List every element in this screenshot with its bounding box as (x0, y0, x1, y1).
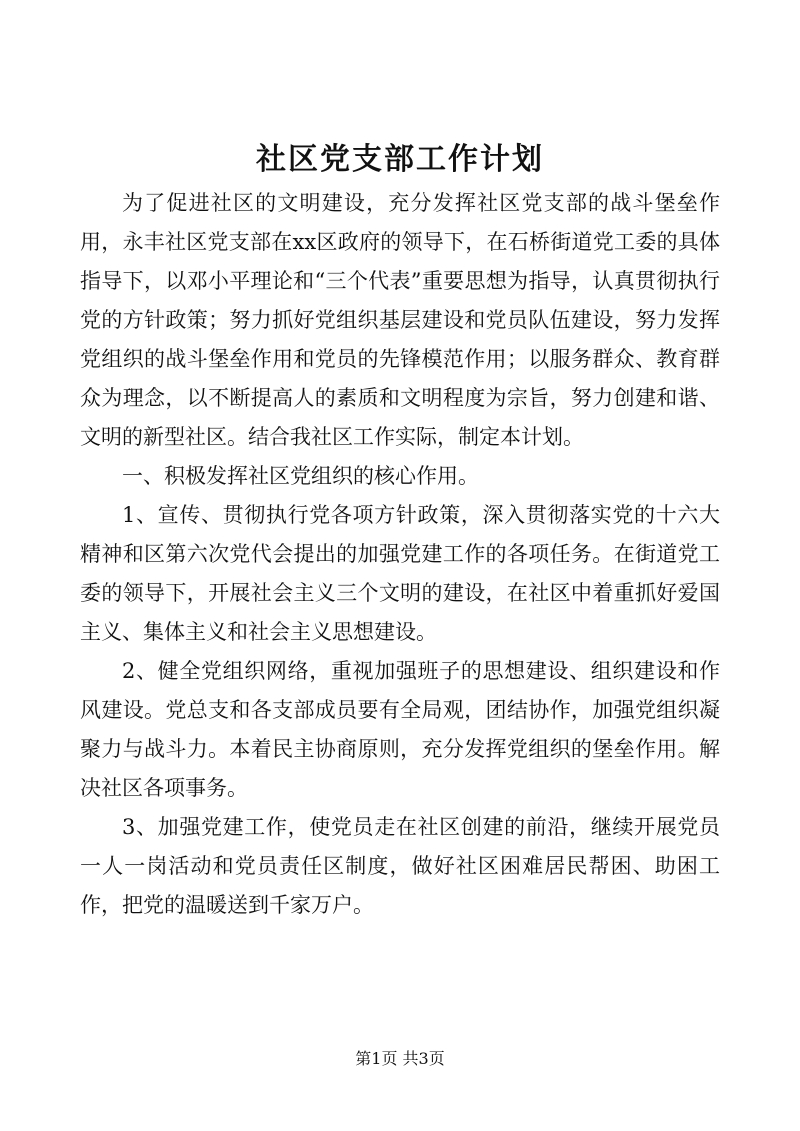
page-number-footer: 第1页 共3页 (355, 1049, 445, 1068)
intro-paragraph: 为了促进社区的文明建设，充分发挥社区党支部的战斗堡垒作用，永丰社区党支部在xx区政府的领导下，在石桥街道党工委的具体指导下，以邓小平理论和“三个代表”重要思想为指导，认真贯彻执行党的方针政策；努力抓好党组织基层建设和党员队伍建设，努力发挥党组织的战斗堡垒作用和党员的先锋模范作用；以服务群众、教育群众为理念，以不断提高人的素质和文明程度为宗旨，努力创建和谐、文明的新型社区。结合我社区工作实际，制定本计划。 (80, 191, 720, 449)
item-paragraph-2: 2、健全党组织网络，重视加强班子的思想建设、组织建设和作风建设。党总支和各支部成员要有全局观，团结协作，加强党组织凝聚力与战斗力。本着民主协商原则，充分发挥党组织的堡垒作用。解决社区各项事务。 (80, 659, 720, 800)
item-paragraph-1: 1、宣传、贯彻执行党各项方针政策，深入贯彻落实党的十六大精神和区第六次党代会提出的加强党建工作的各项任务。在街道党工委的领导下，开展社会主义三个文明的建设，在社区中着重抓好爱国主义、集体主义和社会主义思想建设。 (80, 503, 720, 644)
section-heading: 一、积极发挥社区党组织的核心作用。 (122, 464, 479, 488)
document-title: 社区党支部工作计划 (256, 142, 544, 177)
item-paragraph-3: 3、加强党建工作，使党员走在社区创建的前沿，继续开展党员一人一岗活动和党员责任区制度，做好社区困难居民帮困、助困工作，把党的温暖送到千家万户。 (80, 815, 720, 917)
document-body (80, 184, 720, 925)
